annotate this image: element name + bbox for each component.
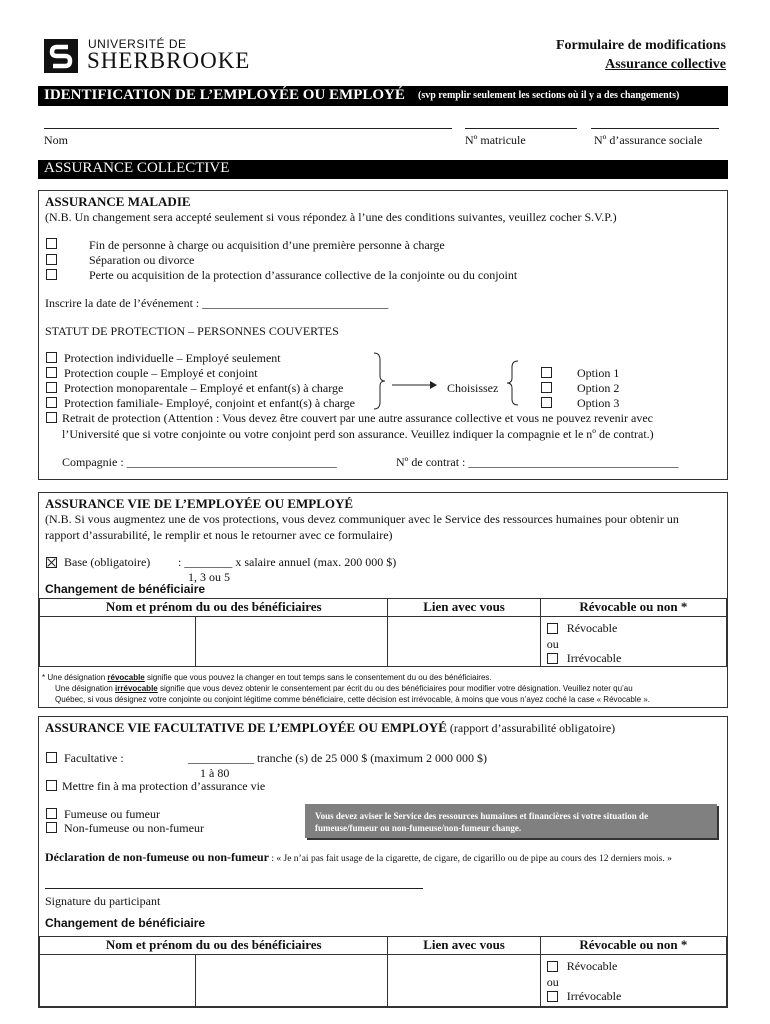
choose-label: Choisissez: [447, 381, 499, 395]
condition-1-checkbox[interactable]: [46, 238, 57, 249]
fac-irrevocable-checkbox[interactable]: [547, 991, 558, 1002]
facultative-beneficiary-table: [39, 936, 727, 1007]
footnote-line-3: Québec, si vous désignez votre conjointe ou conjoint légitime comme bénéficiaire, cette décision est irrévocable, à moins que vous n’ayez coché la case « Révocable ».: [55, 695, 650, 704]
vie-beneficiary-title: Changement de bénéficiaire: [45, 582, 206, 596]
vie-col-link: Lien avec vous: [388, 599, 540, 617]
facultative-title: ASSURANCE VIE FACULTATIVE DE L’EMPLOYÉE OU EMPLOYÉ: [45, 720, 447, 735]
protection-individual-label: Protection individuelle – Employé seulement: [64, 351, 281, 365]
right-brace-icon: [372, 352, 386, 410]
base-value[interactable]: : ________ x salaire annuel (max. 200 000 $): [178, 555, 397, 569]
fac-col-link: Lien avec vous: [388, 937, 540, 955]
condition-2-label: Séparation ou divorce: [89, 253, 195, 267]
base-choices: 1, 3 ou 5: [188, 570, 230, 584]
smoker-checkbox[interactable]: [46, 808, 57, 819]
collective-bar: [38, 160, 728, 179]
vie-irrevocable-checkbox[interactable]: [547, 653, 558, 664]
vie-title: ASSURANCE VIE DE L’EMPLOYÉE OU EMPLOYÉ: [45, 496, 354, 511]
retrait-text-1: Retrait de protection (Attention : Vous devez être couvert par une autre assurance collective et vous ne pouvez revenir avec: [62, 411, 653, 425]
fac-ou-label: ou: [546, 975, 559, 989]
end-protection-checkbox[interactable]: [46, 780, 57, 791]
vie-cell-link[interactable]: [388, 617, 540, 667]
option-1-checkbox[interactable]: [541, 367, 552, 378]
protection-individual-checkbox[interactable]: [46, 352, 57, 363]
fac-col-name: Nom et prénom du ou des bénéficiaires: [40, 937, 388, 955]
vie-cell-lastname[interactable]: [40, 617, 196, 667]
fac-cell-link[interactable]: [388, 955, 540, 1007]
identification-bar: [38, 86, 728, 106]
footnote-1b: révocable: [107, 673, 145, 682]
facultative-value[interactable]: ___________ tranche (s) de 25 000 $ (maximum 2 000 000 $): [188, 751, 487, 765]
nas-label: Nº d’assurance sociale: [594, 133, 703, 147]
vie-note-2: rapport d’assurabilité, le remplir et nous le retourner avec ce formulaire): [45, 528, 393, 542]
vie-revocable-label: Révocable: [566, 621, 618, 635]
protection-family-label: Protection familiale- Employé, conjoint et enfant(s) à charge: [64, 396, 356, 410]
facultative-range: 1 à 80: [200, 766, 230, 780]
base-label: Base (obligatoire): [64, 555, 151, 569]
sherbrooke-logo-icon: [44, 39, 78, 73]
footnote-2a: Une désignation: [55, 684, 116, 693]
arrow-right-icon: [392, 380, 438, 390]
maladie-title: ASSURANCE MALADIE: [45, 194, 191, 209]
collective-title: ASSURANCE COLLECTIVE: [44, 160, 230, 176]
matricule-label: Nº matricule: [465, 133, 526, 147]
vie-irrevocable-label: Irrévocable: [566, 651, 622, 665]
fac-revocable-checkbox[interactable]: [547, 961, 558, 972]
footnote-2c: signifie que vous devez obtenir le consentement par écrit du ou des bénéficiaires pour modifier votre désignation. Veuillez noter qu’au: [157, 684, 633, 693]
footnote-1c: signifie que vous pouvez la changer en tout temps sans le consentement du ou des bénéficiaires.: [144, 673, 492, 682]
facultative-title-row: [45, 720, 615, 736]
fac-col-revocable: Révocable ou non *: [540, 937, 726, 955]
protection-monoparental-checkbox[interactable]: [46, 382, 57, 393]
facultative-beneficiary-title: Changement de bénéficiaire: [45, 916, 206, 930]
end-protection-label: Mettre fin à ma protection d’assurance vie: [62, 779, 266, 793]
fac-irrevocable-label: Irrévocable: [566, 989, 622, 1003]
university-logo: [44, 37, 294, 77]
protection-monoparental-label: Protection monoparentale – Employé et enfant(s) à charge: [64, 381, 344, 395]
option-2-label: Option 2: [577, 381, 620, 395]
vie-note-1: (N.B. Si vous augmentez une de vos protections, vous devez communiquer avec le Service des ressources humaines pour obtenir un: [45, 512, 679, 526]
vie-col-revocable: Révocable ou non *: [540, 599, 726, 617]
option-3-checkbox[interactable]: [541, 397, 552, 408]
identification-title: IDENTIFICATION DE L’EMPLOYÉE OU EMPLOYÉ: [44, 87, 405, 103]
signature-field[interactable]: [45, 888, 423, 889]
vie-col-name: Nom et prénom du ou des bénéficiaires: [40, 599, 388, 617]
form-title: Formulaire de modifications: [555, 38, 726, 53]
footnote-line-2: [42, 683, 726, 694]
non-smoker-label: Non-fumeuse ou non-fumeur: [64, 821, 204, 835]
non-smoker-checkbox[interactable]: [46, 822, 57, 833]
declaration-title: Déclaration de non-fumeuse ou non-fumeur: [45, 850, 269, 864]
condition-1-label: Fin de personne à charge ou acquisition d’une première personne à charge: [89, 238, 445, 252]
protection-couple-label: Protection couple – Employé et conjoint: [64, 366, 258, 380]
fac-cell-revocable: [540, 955, 726, 1007]
declaration-text: : « Je n’ai pas fait usage de la cigarette, de cigare, de cigarillo ou de pipe au cours des 12 derniers mois. »: [269, 854, 672, 864]
facultative-checkbox[interactable]: [46, 752, 57, 763]
matricule-field[interactable]: [465, 128, 577, 129]
signature-label: Signature du participant: [45, 894, 161, 908]
vie-beneficiary-table: [39, 598, 727, 667]
condition-2-checkbox[interactable]: [46, 254, 57, 265]
event-date-field[interactable]: Inscrire la date de l’événement : _______________________________: [45, 296, 389, 310]
maladie-note: (N.B. Un changement sera accepté seulement si vous répondez à l’une des conditions suivantes, veuillez cocher S.V.P.): [45, 210, 617, 224]
retrait-text-2: l’Université que si votre conjointe ou votre conjoint perd son assurance. Veuillez indiquer la compagnie et le nº de contrat.): [62, 427, 654, 441]
condition-3-checkbox[interactable]: [46, 269, 57, 280]
retrait-checkbox[interactable]: [46, 412, 57, 423]
vie-cell-firstname[interactable]: [196, 617, 388, 667]
vie-revocable-checkbox[interactable]: [547, 623, 558, 634]
condition-3-label: Perte ou acquisition de la protection d’assurance collective de la conjointe ou du conjoint: [89, 268, 518, 282]
contract-field[interactable]: Nº de contrat : ___________________________________: [396, 455, 679, 469]
fac-cell-firstname[interactable]: [196, 955, 388, 1007]
vie-footnote: [42, 672, 726, 705]
form-subtitle: Assurance collective: [605, 57, 726, 72]
declaration: [45, 850, 672, 865]
option-2-checkbox[interactable]: [541, 382, 552, 393]
identification-note: (svp remplir seulement les sections où il y a des changements): [418, 90, 680, 101]
base-checkbox[interactable]: [46, 557, 57, 568]
facultative-label: Facultative :: [64, 751, 124, 765]
name-label: Nom: [44, 133, 68, 147]
fac-cell-lastname[interactable]: [40, 955, 196, 1007]
option-1-label: Option 1: [577, 366, 620, 380]
logo-line-1: UNIVERSITÉ DE: [88, 37, 187, 51]
vie-cell-revocable: [540, 617, 726, 667]
facultative-title-note: (rapport d’assurabilité obligatoire): [449, 721, 616, 735]
left-brace-icon: [506, 360, 520, 406]
name-field[interactable]: [44, 128, 452, 129]
status-title: STATUT DE PROTECTION – PERSONNES COUVERTES: [45, 324, 339, 338]
protection-family-checkbox[interactable]: [46, 397, 57, 408]
footnote-2b: irrévocable: [115, 684, 158, 693]
nas-field[interactable]: [591, 128, 719, 129]
smoker-label: Fumeuse ou fumeur: [64, 807, 160, 821]
smoker-notice-box: [305, 804, 717, 838]
smoker-notice-text: Vous devez aviser le Service des ressources humaines et financières si votre situation de fumeuse/fumeur ou non-fumeuse/non-fumeur change.: [315, 811, 649, 833]
logo-line-2: SHERBROOKE: [87, 48, 251, 73]
protection-couple-checkbox[interactable]: [46, 367, 57, 378]
option-3-label: Option 3: [577, 396, 620, 410]
fac-revocable-label: Révocable: [566, 959, 618, 973]
footnote-line-1: [42, 672, 726, 683]
vie-ou-label: ou: [546, 637, 559, 651]
footnote-1a: * Une désignation: [42, 673, 108, 682]
company-field[interactable]: Compagnie : ___________________________________: [62, 455, 337, 469]
